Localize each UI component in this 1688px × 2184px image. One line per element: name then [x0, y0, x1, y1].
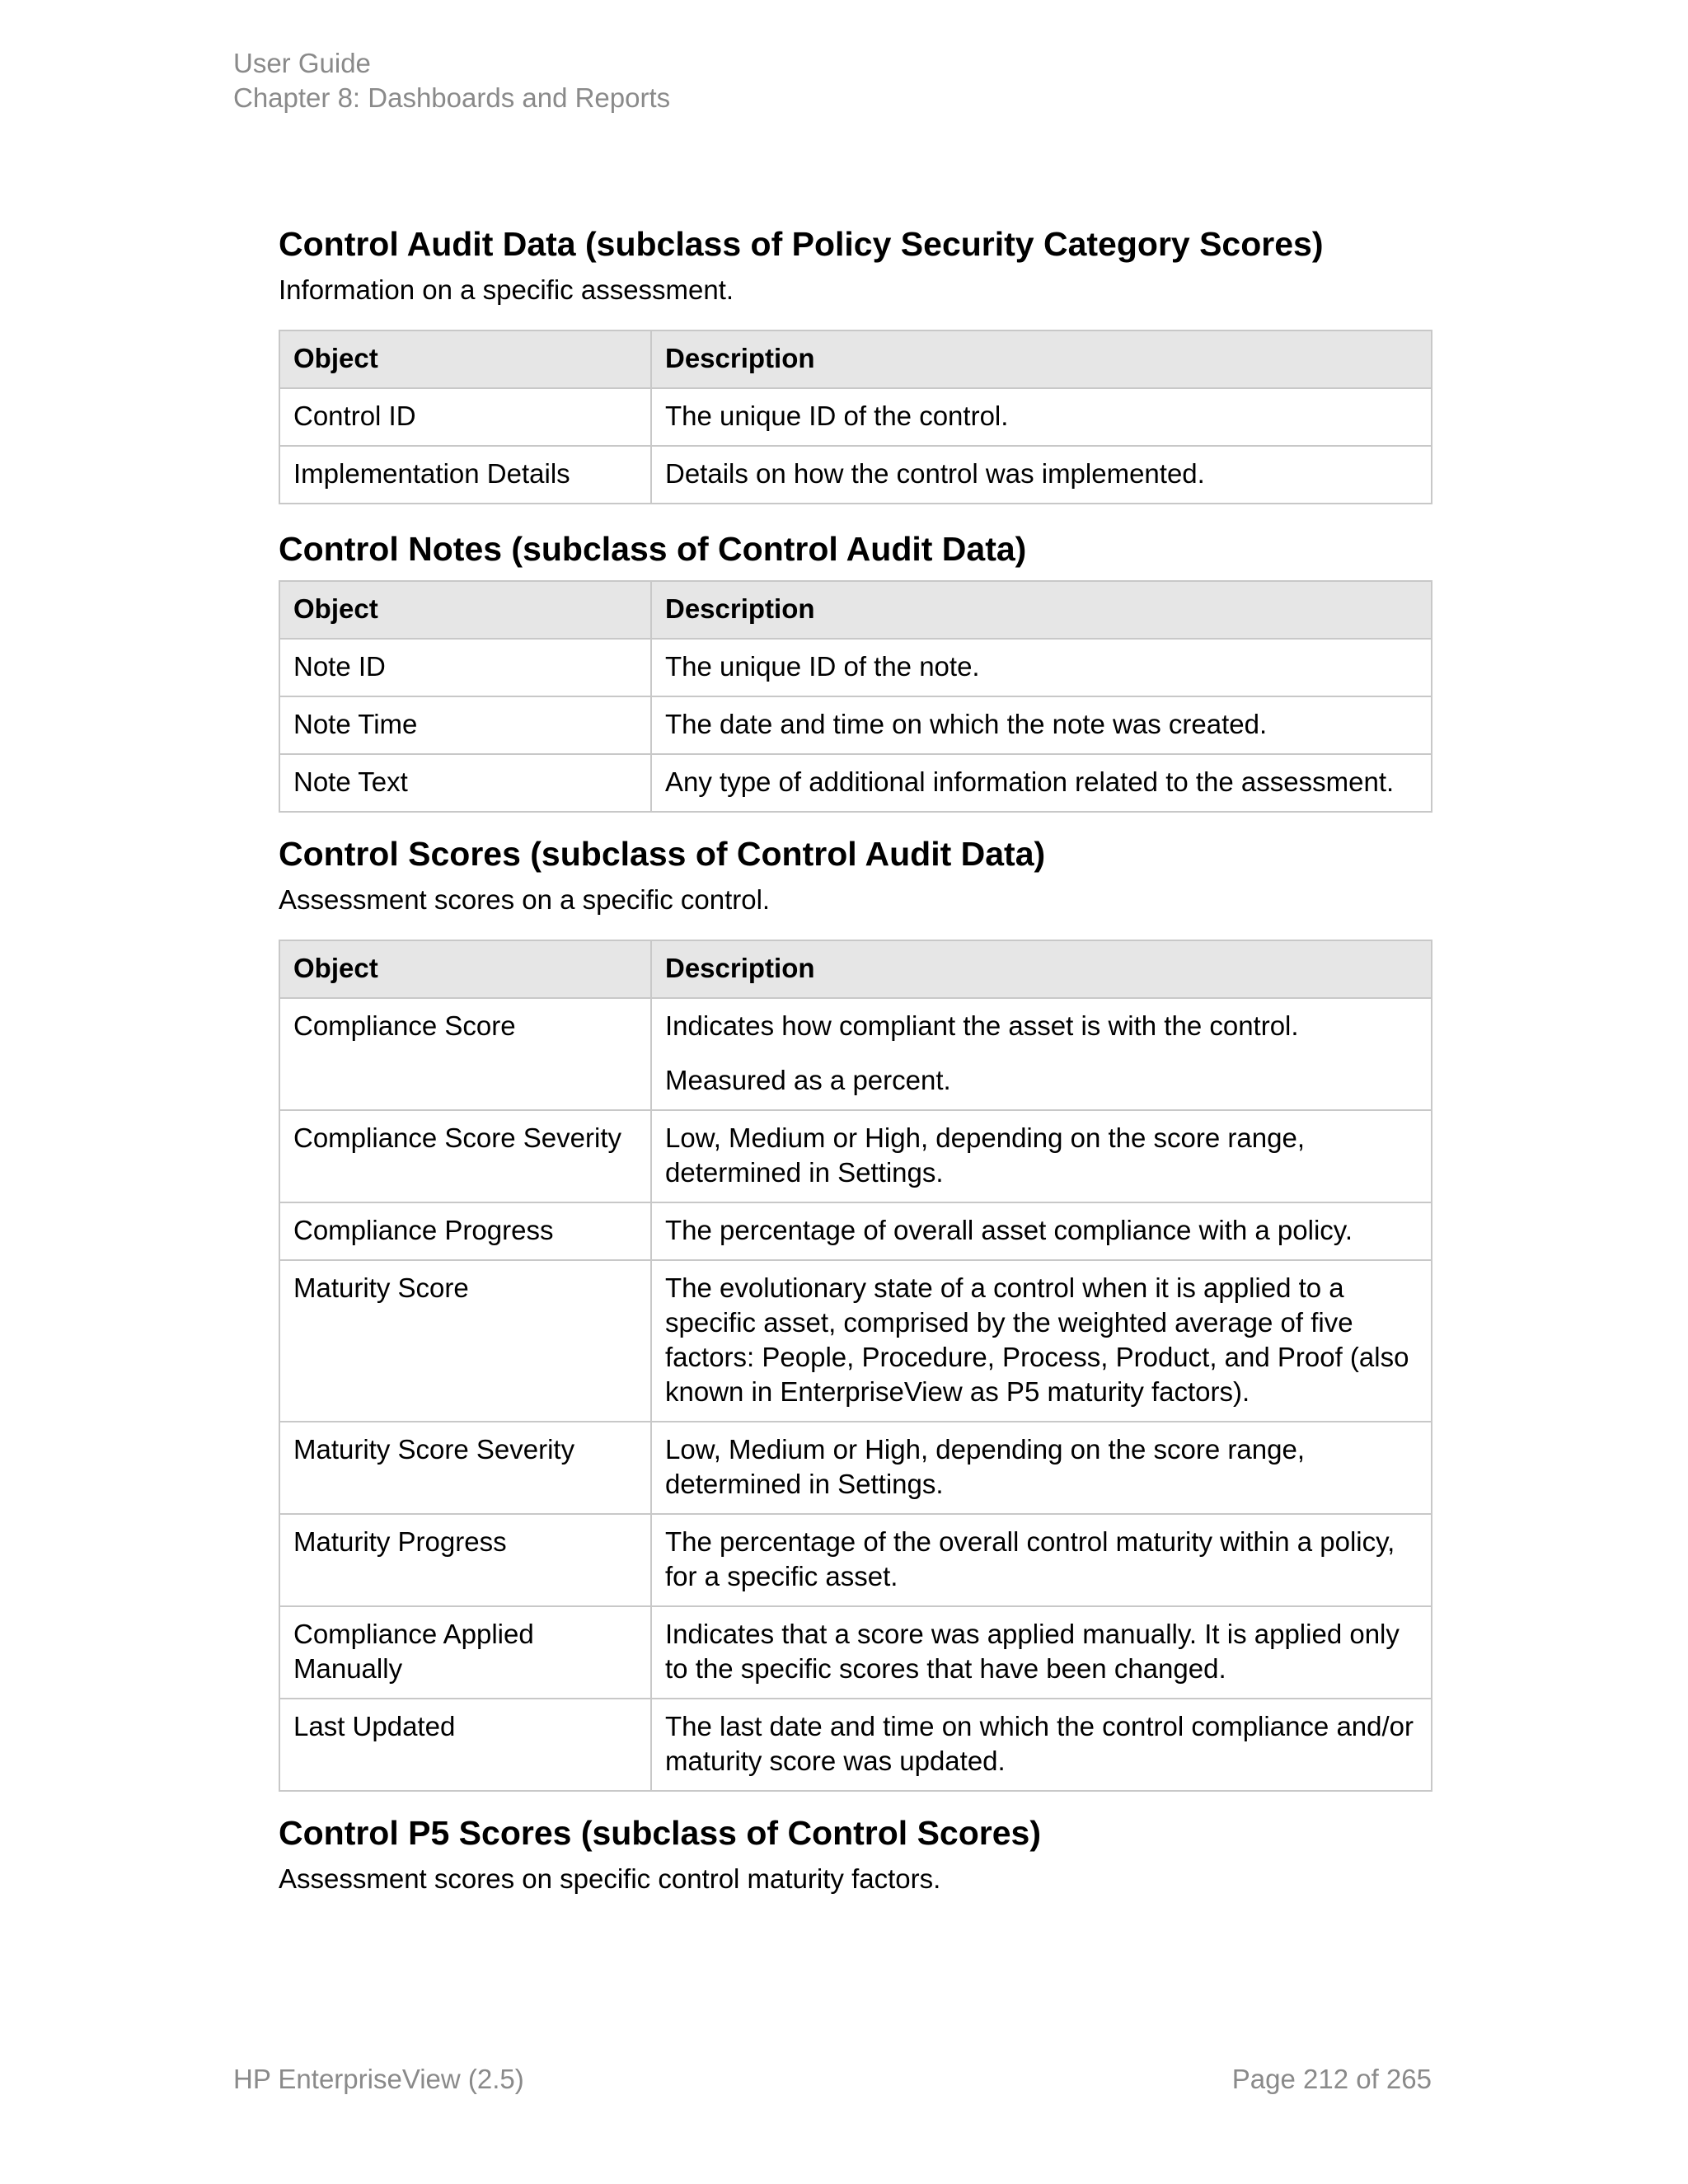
object-cell: Note Time	[279, 696, 651, 754]
object-cell: Maturity Progress	[279, 1514, 651, 1606]
section-title-control-notes: Control Notes (subclass of Control Audit Data)	[279, 530, 1027, 568]
table-row	[279, 1606, 1432, 1699]
table-row	[279, 1202, 1432, 1260]
control-audit-table	[279, 330, 1432, 504]
section-title-control-p5: Control P5 Scores (subclass of Control Scores)	[279, 1814, 1041, 1852]
description-paragraph: Indicates how compliant the asset is with the control.	[665, 1010, 1299, 1041]
description-cell: The percentage of overall asset compliance with a policy.	[651, 1202, 1432, 1260]
object-cell: Control ID	[279, 388, 651, 446]
object-cell: Compliance Score Severity	[279, 1110, 651, 1202]
description-cell: The percentage of the overall control maturity within a policy, for a specific asset.	[651, 1514, 1432, 1606]
table-row	[279, 446, 1432, 504]
description-cell: The date and time on which the note was created.	[651, 696, 1432, 754]
section-title-control-scores: Control Scores (subclass of Control Audit Data)	[279, 835, 1046, 873]
section-intro-control-audit: Information on a specific assessment.	[279, 274, 734, 305]
table-row	[279, 1514, 1432, 1606]
column-header-description: Description	[651, 330, 1432, 388]
table-row	[279, 639, 1432, 696]
description-cell	[651, 998, 1432, 1110]
footer-product: HP EnterpriseView (2.5)	[233, 2064, 524, 2094]
description-cell: Low, Medium or High, depending on the score range, determined in Settings.	[651, 1110, 1432, 1202]
description-cell: Indicates that a score was applied manually. It is applied only to the specific scores that have been changed.	[651, 1606, 1432, 1699]
footer-page-number: Page 212 of 265	[1231, 2064, 1432, 2094]
table-row	[279, 388, 1432, 446]
table-header-row	[279, 940, 1432, 998]
description-cell: Any type of additional information related to the assessment.	[651, 754, 1432, 812]
description-cell: The last date and time on which the control compliance and/or maturity score was updated.	[651, 1699, 1432, 1791]
page-content	[279, 221, 1431, 1897]
header-doc-title: User Guide	[233, 48, 371, 78]
running-header	[233, 46, 670, 115]
object-cell: Note ID	[279, 639, 651, 696]
table-header-row	[279, 581, 1432, 639]
column-header-object: Object	[279, 330, 651, 388]
table-row	[279, 1110, 1432, 1202]
header-chapter-title: Chapter 8: Dashboards and Reports	[233, 82, 671, 113]
description-cell: Low, Medium or High, depending on the score range, determined in Settings.	[651, 1422, 1432, 1514]
table-row	[279, 1699, 1432, 1791]
column-header-description: Description	[651, 581, 1432, 639]
control-scores-table	[279, 940, 1432, 1792]
description-cell: Details on how the control was implemented.	[651, 446, 1432, 504]
object-cell: Maturity Score	[279, 1260, 651, 1422]
table-row	[279, 998, 1432, 1110]
object-cell: Compliance Progress	[279, 1202, 651, 1260]
table-header-row	[279, 330, 1432, 388]
section-intro-control-scores: Assessment scores on a specific control.	[279, 884, 771, 915]
column-header-object: Object	[279, 581, 651, 639]
description-cell: The unique ID of the control.	[651, 388, 1432, 446]
table-row	[279, 1422, 1432, 1514]
object-cell: Compliance Score	[279, 998, 651, 1110]
control-notes-table	[279, 580, 1432, 813]
column-header-description: Description	[651, 940, 1432, 998]
object-cell: Compliance Applied Manually	[279, 1606, 651, 1699]
column-header-object: Object	[279, 940, 651, 998]
table-row	[279, 754, 1432, 812]
object-cell: Implementation Details	[279, 446, 651, 504]
description-cell: The unique ID of the note.	[651, 639, 1432, 696]
table-row	[279, 696, 1432, 754]
description-cell: The evolutionary state of a control when it is applied to a specific asset, comprised by the weighted average of five factors: People, Procedure, Process, Product, and Proof (also known in EnterpriseView as P5 maturity factors).	[651, 1260, 1432, 1422]
object-cell: Maturity Score Severity	[279, 1422, 651, 1514]
description-paragraph: Measured as a percent.	[665, 1065, 951, 1095]
section-title-control-audit: Control Audit Data (subclass of Policy Security Category Scores)	[279, 225, 1324, 263]
section-intro-control-p5: Assessment scores on specific control maturity factors.	[279, 1863, 941, 1894]
object-cell: Note Text	[279, 754, 651, 812]
object-cell: Last Updated	[279, 1699, 651, 1791]
table-row	[279, 1260, 1432, 1422]
